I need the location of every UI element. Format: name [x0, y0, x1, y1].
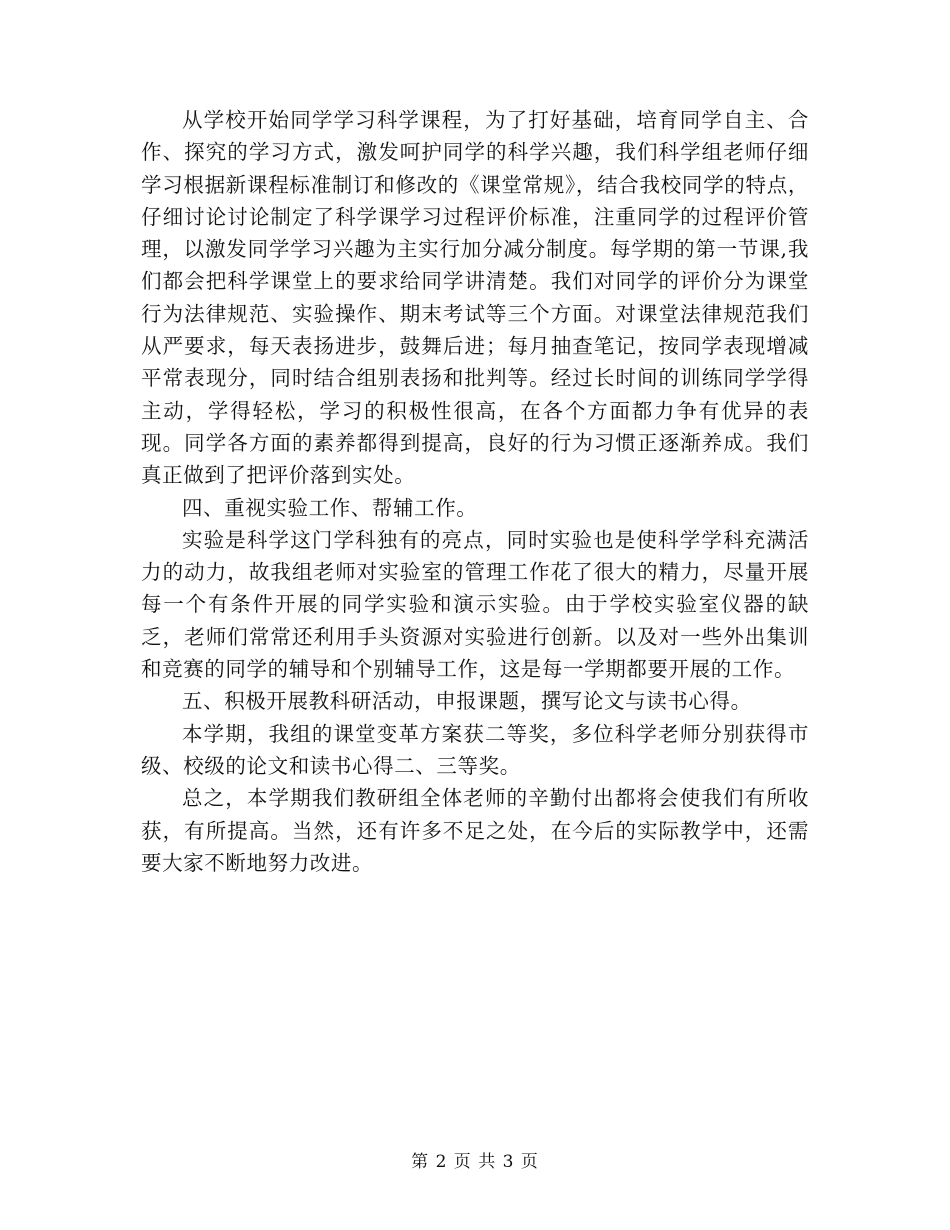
page-number-footer: 第 2 页 共 3 页: [411, 1152, 539, 1172]
heading-section-5: 五、积极开展教科研活动，申报课题，撰写论文与读书心得。: [182, 689, 752, 714]
paragraph-awards: 本学期，我组的课堂变革方案获二等奖，多位科学老师分别获得市级、校级的论文和读书心得二、三等奖。: [141, 721, 809, 778]
heading-section-4: 四、重视实验工作、帮辅工作。: [182, 495, 478, 520]
paragraph-evaluation: 从学校开始同学学习科学课程，为了打好基础，培育同学自主、合作、探究的学习方式，激发呵护同学的科学兴趣，我们科学组老师仔细学习根据新课程标准制订和修改的《课堂常规》，结合我校同学的特点，仔细讨论讨论制定了科学课学习过程评价标准，注重同学的过程评价管理，以激发同学学习兴趣为主实行加分减分制度。每学期的第一节课,我们都会把科学课堂上的要求给同学讲清楚。我们对同学的评价分为课堂行为法律规范、实验操作、期末考试等三个方面。对课堂法律规范我们从严要求，每天表扬进步，鼓舞后进；每月抽查笔记，按同学表现增减平常表现分，同时结合组别表扬和批判等。经过长时间的训练同学学得主动，学得轻松，学习的积极性很高，在各个方面都力争有优异的表现。同学各方面的素养都得到提高，良好的行为习惯正逐渐养成。我们真正做到了把评价落到实处。: [141, 108, 809, 488]
paragraph-summary: 总之，本学期我们教研组全体老师的辛勤付出都将会使我们有所收获，有所提高。当然，还有许多不足之处，在今后的实际教学中，还需要大家不断地努力改进。: [141, 786, 809, 875]
paragraph-experiments: 实验是科学这门学科独有的亮点，同时实验也是使科学学科充满活力的动力，故我组老师对实验室的管理工作花了很大的精力，尽量开展每一个有条件开展的同学实验和演示实验。由于学校实验室仪器的缺乏，老师们常常还利用手头资源对实验进行创新。以及对一些外出集训和竞赛的同学的辅导和个别辅导工作，这是每一学期都要开展的工作。: [141, 527, 809, 682]
document-body: [141, 104, 809, 879]
